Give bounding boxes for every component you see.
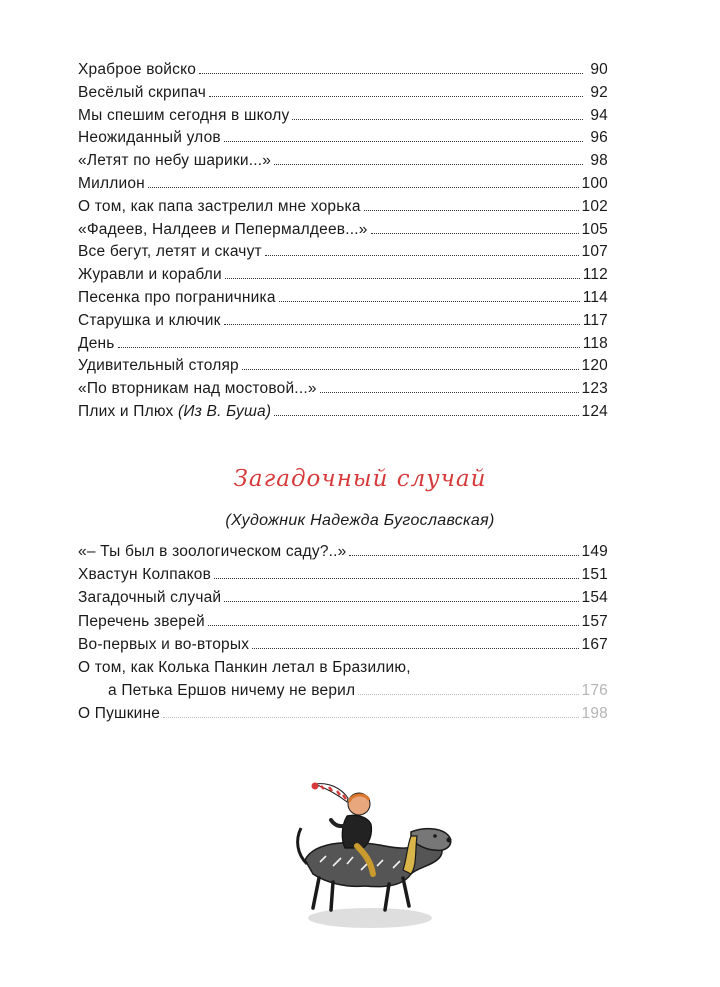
toc-entry-title-line-2: а Петька Ершов ничему не верил bbox=[108, 682, 356, 700]
leader-dots bbox=[279, 301, 580, 302]
leader-dots bbox=[224, 601, 578, 602]
toc-entry[interactable] bbox=[78, 127, 608, 150]
toc-entry-title: Загадочный случай bbox=[78, 589, 222, 607]
leader-dots bbox=[209, 96, 583, 97]
leader-dots bbox=[358, 694, 578, 695]
toc-entry-title: О Пушкине bbox=[78, 705, 161, 723]
leader-dots bbox=[274, 164, 583, 165]
leader-dots bbox=[349, 555, 578, 556]
leader-dots bbox=[265, 255, 579, 256]
toc-entry-title: О том, как папа застрелил мне хорька bbox=[78, 197, 361, 215]
toc-entry[interactable] bbox=[78, 241, 608, 264]
toc-entry[interactable] bbox=[78, 333, 608, 356]
hat-pompom bbox=[312, 783, 319, 790]
leader-dots bbox=[214, 578, 578, 579]
toc-entry-title-note: (Из В. Буша) bbox=[177, 402, 272, 420]
toc-entry[interactable] bbox=[78, 702, 608, 725]
dog-eye bbox=[433, 834, 437, 838]
toc-entry-page: 124 bbox=[581, 402, 608, 420]
toc-entry[interactable] bbox=[78, 105, 608, 128]
toc-entry[interactable] bbox=[78, 310, 608, 333]
leader-dots bbox=[224, 141, 583, 142]
toc-entry-page: 198 bbox=[581, 705, 608, 723]
toc-entry-title bbox=[78, 401, 271, 424]
toc-entry-title: О том, как Колька Панкин летал в Бразилию, bbox=[78, 659, 411, 677]
toc-entry[interactable] bbox=[78, 378, 608, 401]
toc-entry-page: 123 bbox=[581, 380, 608, 398]
toc-entry-title: Миллион bbox=[78, 174, 145, 192]
toc-entry-page: 112 bbox=[582, 266, 608, 284]
toc-entry-page: 149 bbox=[581, 543, 608, 560]
toc-entry-title: Удивительный столяр bbox=[78, 357, 239, 375]
toc-entry-title: Песенка про пограничника bbox=[78, 288, 276, 306]
toc-entry[interactable] bbox=[78, 401, 608, 424]
toc-entry-title: Мы спешим сегодня в школу bbox=[78, 106, 290, 124]
leader-dots bbox=[274, 415, 578, 416]
section-title: Загадочный случай bbox=[233, 466, 487, 492]
leader-dots bbox=[199, 73, 583, 74]
boy-riding-dog-illustration bbox=[285, 770, 455, 940]
toc-entry-page: 167 bbox=[581, 635, 608, 653]
toc-entry[interactable] bbox=[78, 633, 608, 656]
toc-entry-title: «Фадеев, Налдеев и Пепермалдеев...» bbox=[78, 220, 368, 238]
section-subtitle: (Художник Надежда Бугославская) bbox=[225, 512, 495, 529]
toc-entry-title: Храброе войско bbox=[78, 61, 197, 78]
leader-dots bbox=[163, 717, 578, 718]
toc-entry-title: Неожиданный улов bbox=[78, 129, 221, 147]
toc-entry-page: 96 bbox=[590, 129, 608, 147]
toc-entry-page: 118 bbox=[582, 334, 608, 352]
toc-entry[interactable] bbox=[78, 82, 608, 105]
toc-entry[interactable] bbox=[78, 196, 608, 219]
toc-entry-title: Старушка и ключик bbox=[78, 311, 221, 329]
toc-entry[interactable] bbox=[78, 264, 608, 287]
toc-entry[interactable] bbox=[78, 219, 608, 242]
toc-entry[interactable] bbox=[78, 355, 608, 378]
leader-dots bbox=[148, 187, 579, 188]
toc-entry-page: 157 bbox=[581, 612, 608, 630]
toc-entry-title: Все бегут, летят и скачут bbox=[78, 243, 262, 261]
toc-entry-title-main: Плих и Плюх bbox=[78, 402, 178, 420]
leader-dots bbox=[320, 392, 579, 393]
toc-entry-title: Весёлый скрипач bbox=[78, 83, 207, 101]
leader-dots bbox=[364, 210, 579, 211]
toc-entry-page: 98 bbox=[590, 152, 608, 170]
leader-dots bbox=[242, 369, 579, 370]
toc-entry-page: 94 bbox=[590, 106, 608, 124]
toc-entry-page: 176 bbox=[581, 682, 608, 700]
toc-entry[interactable] bbox=[78, 173, 608, 196]
leader-dots bbox=[224, 324, 580, 325]
toc-entry[interactable] bbox=[78, 563, 608, 586]
leader-dots bbox=[371, 233, 579, 234]
leader-dots bbox=[225, 278, 580, 279]
leader-dots bbox=[292, 119, 583, 120]
toc-entry-title: Во-первых и во-вторых bbox=[78, 635, 250, 653]
toc-entry-page: 120 bbox=[581, 357, 608, 375]
toc-entry-title: «– Ты был в зоологическом саду?..» bbox=[78, 543, 347, 560]
toc-entry-page: 151 bbox=[581, 566, 608, 584]
toc-entry-page: 154 bbox=[581, 589, 608, 607]
toc-entry-title: Перечень зверей bbox=[78, 612, 205, 630]
toc-entry[interactable] bbox=[78, 150, 608, 173]
leader-dots bbox=[208, 625, 579, 626]
toc-entry-page: 107 bbox=[581, 243, 608, 261]
toc-entry-title: День bbox=[78, 334, 115, 352]
toc-entry-page: 105 bbox=[581, 220, 608, 238]
boy-hat bbox=[315, 784, 348, 802]
toc-entry-page: 102 bbox=[581, 197, 608, 215]
toc-entry-title: Хвастун Колпаков bbox=[78, 566, 212, 584]
toc-entry[interactable] bbox=[78, 610, 608, 633]
toc-entry[interactable] bbox=[78, 59, 608, 82]
toc-entry[interactable] bbox=[78, 540, 608, 563]
toc-entry-page: 117 bbox=[582, 311, 608, 329]
table-of-contents-part-1 bbox=[78, 59, 608, 424]
toc-entry-title: «Летят по небу шарики...» bbox=[78, 152, 272, 170]
toc-entry-title: Журавли и корабли bbox=[78, 266, 222, 284]
toc-entry-page: 100 bbox=[581, 174, 608, 192]
toc-entry[interactable] bbox=[78, 287, 608, 310]
toc-entry-page: 92 bbox=[590, 83, 608, 101]
toc-entry-title: «По вторникам над мостовой...» bbox=[78, 380, 317, 398]
table-of-contents-part-2 bbox=[78, 540, 608, 726]
leader-dots bbox=[252, 648, 578, 649]
toc-entry[interactable] bbox=[78, 656, 608, 702]
toc-entry[interactable] bbox=[78, 586, 608, 609]
ground-shadow bbox=[308, 908, 432, 928]
leader-dots bbox=[118, 347, 580, 348]
toc-entry-page: 114 bbox=[582, 288, 608, 306]
dog-nose bbox=[447, 838, 452, 843]
toc-entry-page: 90 bbox=[590, 61, 608, 78]
